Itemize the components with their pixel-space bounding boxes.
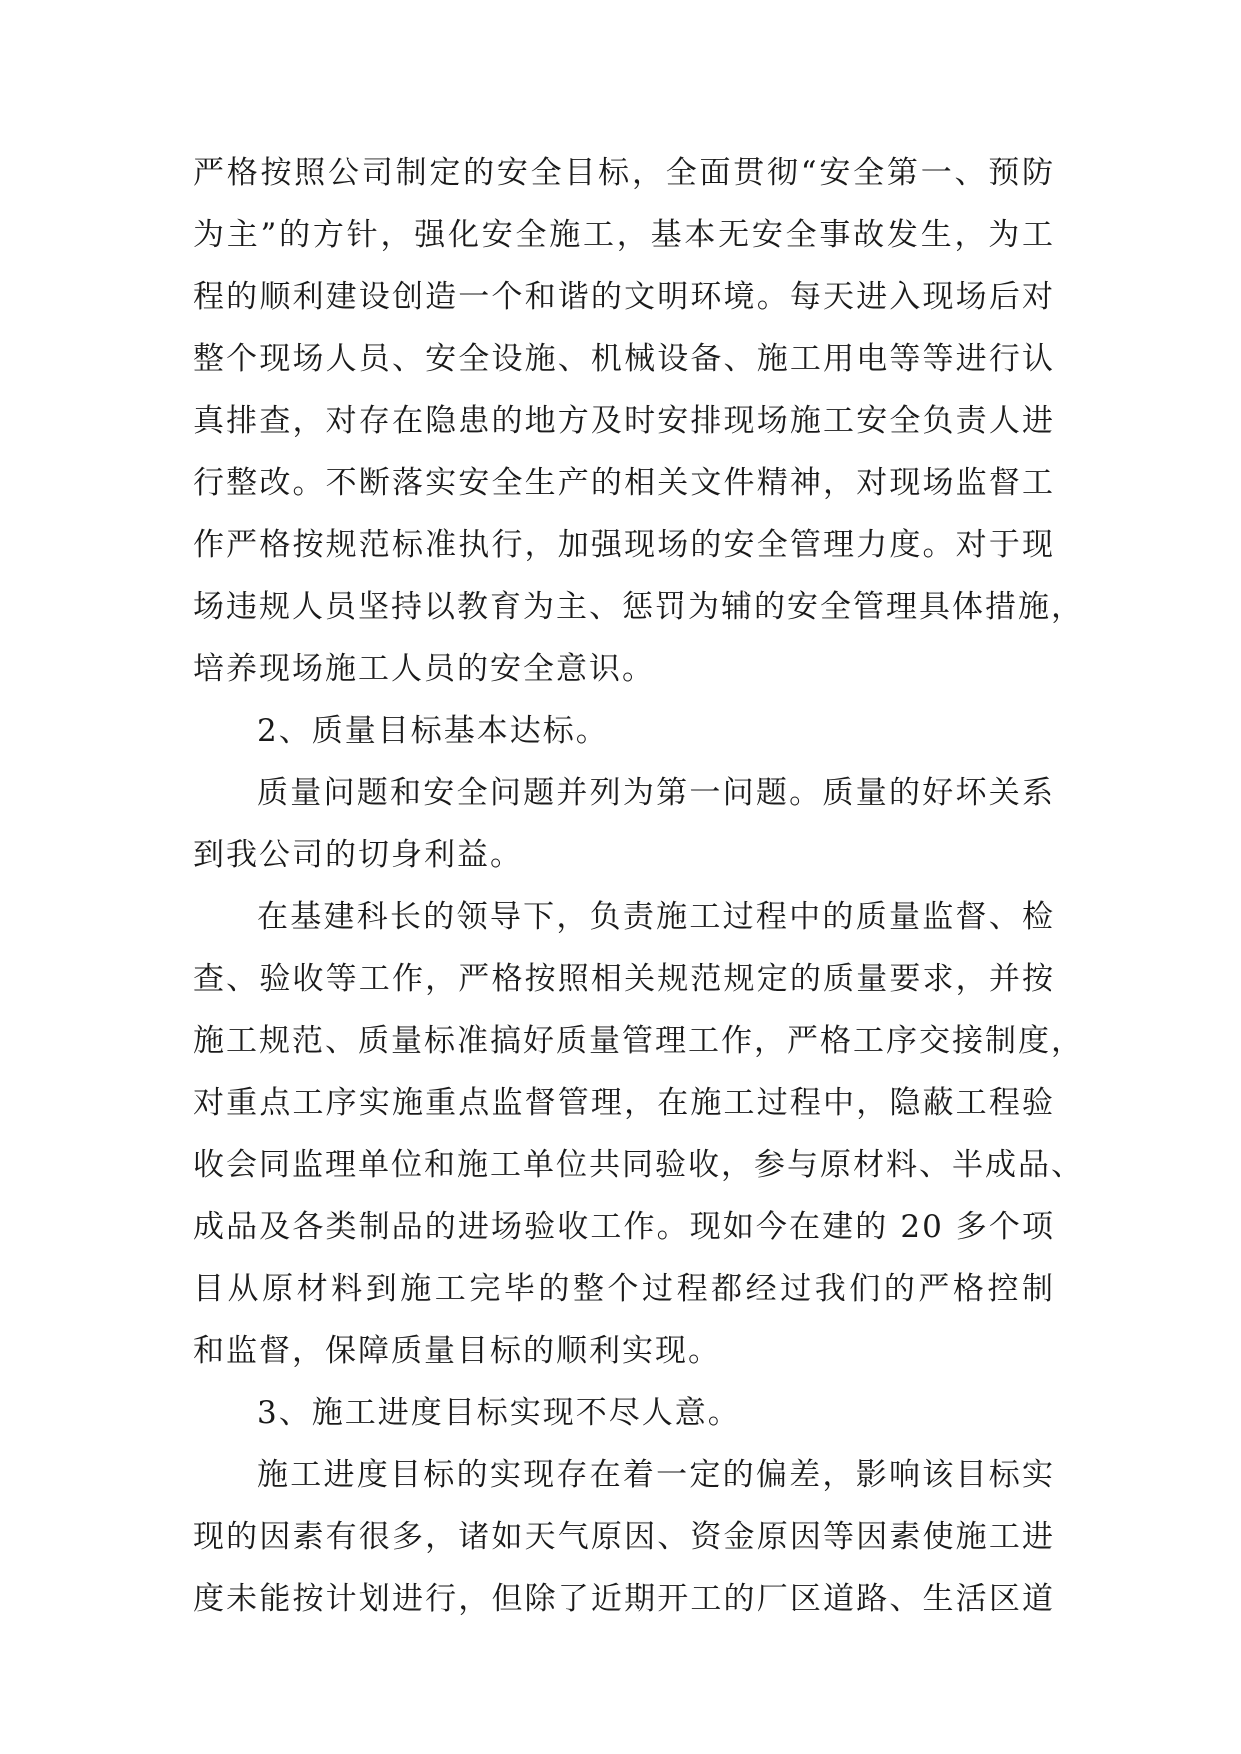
text-line: 培养现场施工人员的安全意识。: [193, 651, 655, 687]
text-line: 质量问题和安全问题并列为第一问题。质量的好坏关系: [257, 775, 1055, 811]
text-line: 现的因素有很多，诸如天气原因、资金原因等因素使施工进: [193, 1519, 1055, 1555]
paragraph-quality-intro: [193, 762, 1055, 886]
text-line: 为主”的方针，强化安全施工，基本无安全事故发生，为工: [193, 217, 1055, 253]
heading-line: 3、施工进度目标实现不尽人意。: [257, 1395, 741, 1431]
text-line: 行整改。不断落实安全生产的相关文件精神，对现场监督工: [193, 465, 1055, 501]
text-line: 对重点工序实施重点监督管理，在施工过程中，隐蔽工程验: [193, 1085, 1055, 1121]
text-line: 整个现场人员、安全设施、机械设备、施工用电等等进行认: [193, 341, 1055, 377]
text-line: 严格按照公司制定的安全目标，全面贯彻“安全第一、预防: [193, 155, 1055, 191]
document-page: [193, 142, 1084, 1630]
text-line: 到我公司的切身利益。: [193, 837, 523, 873]
text-line: 在基建科长的领导下，负责施工过程中的质量监督、检: [257, 899, 1055, 935]
text-line: 程的顺利建设创造一个和谐的文明环境。每天进入现场后对: [193, 279, 1055, 315]
text-line: 真排查，对存在隐患的地方及时安排现场施工安全负责人进: [193, 403, 1055, 439]
text-line: 作严格按规范标准执行，加强现场的安全管理力度。对于现: [193, 527, 1055, 563]
paragraph-quality-details: [193, 886, 1084, 1382]
text-line: 收会同监理单位和施工单位共同验收，参与原材料、半成品、: [193, 1147, 1084, 1183]
section-heading-quality: [193, 700, 1055, 762]
text-line: 度未能按计划进行，但除了近期开工的厂区道路、生活区道: [193, 1581, 1055, 1617]
text-line: 查、验收等工作，严格按照相关规范规定的质量要求，并按: [193, 961, 1055, 997]
text-line: 场违规人员坚持以教育为主、惩罚为辅的安全管理具体措施，: [193, 589, 1084, 625]
heading-line: 2、质量目标基本达标。: [257, 713, 609, 749]
text-line: 目从原材料到施工完毕的整个过程都经过我们的严格控制: [193, 1271, 1055, 1307]
text-line: 成品及各类制品的进场验收工作。现如今在建的 20 多个项: [193, 1209, 1055, 1245]
text-line: 施工进度目标的实现存在着一定的偏差，影响该目标实: [257, 1457, 1055, 1493]
paragraph-safety-details: [193, 142, 1084, 700]
section-heading-schedule: [193, 1382, 1055, 1444]
text-line: 施工规范、质量标准搞好质量管理工作，严格工序交接制度，: [193, 1023, 1084, 1059]
text-line: 和监督，保障质量目标的顺利实现。: [193, 1333, 721, 1369]
paragraph-schedule-details: [193, 1444, 1055, 1630]
